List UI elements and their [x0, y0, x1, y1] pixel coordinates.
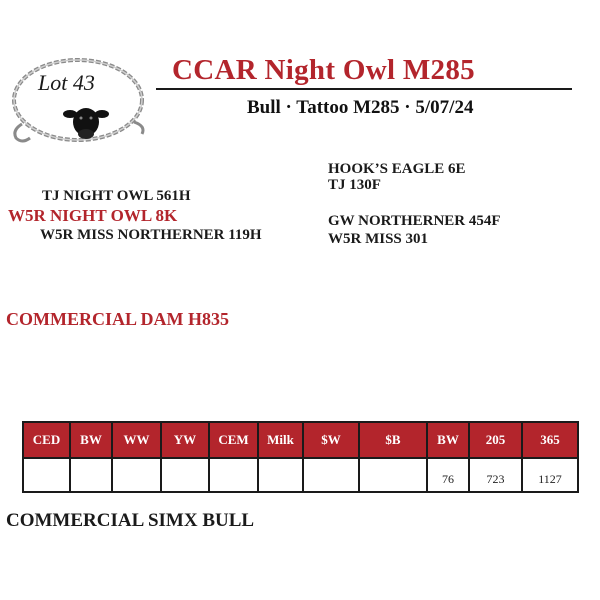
epd-value-milk — [258, 458, 303, 492]
animal-title: CCAR Night Owl M285 — [172, 54, 475, 86]
epd-header-dollar-w: $W — [303, 422, 359, 458]
epd-header-ced: CED — [23, 422, 70, 458]
epd-value-ww — [112, 458, 161, 492]
pedigree-sire-sire-dam: TJ 130F — [328, 177, 381, 193]
breed-note: COMMERCIAL SIMX BULL — [6, 510, 255, 531]
dam-label: COMMERCIAL DAM H835 — [6, 309, 229, 329]
epd-value-dollar-b — [359, 458, 427, 492]
title-divider — [156, 88, 572, 90]
epd-header-365: 365 — [522, 422, 578, 458]
rope-oval-icon — [6, 50, 154, 150]
animal-subtitle: Bull · Tattoo M285 · 5/07/24 — [247, 97, 474, 118]
epd-header-ww: WW — [112, 422, 161, 458]
epd-header-cem: CEM — [209, 422, 258, 458]
epd-value-dollar-w — [303, 458, 359, 492]
epd-value-row — [23, 458, 578, 492]
epd-value-ced — [23, 458, 70, 492]
epd-header-bw: BW — [70, 422, 112, 458]
epd-value-actual-bw: 76 — [427, 458, 469, 492]
pedigree-sire-dam-sire: GW NORTHERNER 454F — [328, 213, 501, 229]
epd-value-bw — [70, 458, 112, 492]
pedigree-sire-dam-dam: W5R MISS 301 — [328, 231, 429, 247]
epd-header-milk: Milk — [258, 422, 303, 458]
epd-value-yw — [161, 458, 209, 492]
epd-header-actual-bw: BW — [427, 422, 469, 458]
epd-value-cem — [209, 458, 258, 492]
pedigree-sire-sire-sire: HOOK’S EAGLE 6E — [328, 161, 466, 177]
cow-head-icon — [63, 108, 109, 139]
epd-value-365: 1127 — [522, 458, 578, 492]
epd-header-205: 205 — [469, 422, 522, 458]
epd-header-yw: YW — [161, 422, 209, 458]
lot-label: Lot 43 — [38, 70, 95, 95]
epd-table — [22, 421, 579, 493]
epd-header-row — [23, 422, 578, 458]
epd-header-dollar-b: $B — [359, 422, 427, 458]
lot-logo — [6, 50, 154, 150]
epd-value-205: 723 — [469, 458, 522, 492]
pedigree-sire-sire: TJ NIGHT OWL 561H — [42, 188, 191, 204]
pedigree-sire-dam: W5R MISS NORTHERNER 119H — [40, 227, 262, 243]
pedigree-sire: W5R NIGHT OWL 8K — [8, 206, 178, 225]
